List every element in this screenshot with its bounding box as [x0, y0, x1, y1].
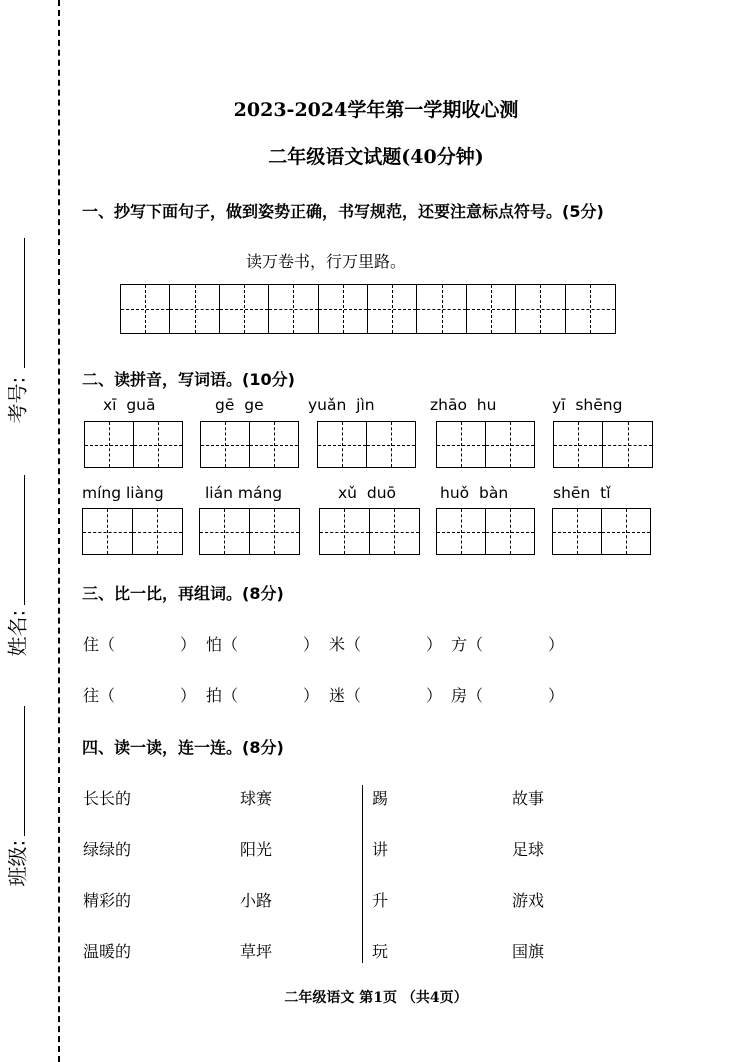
section-4-heading: 四、读一读，连一连。(8分) — [82, 738, 284, 757]
exam-no-label: 考号: — [5, 376, 30, 424]
compare-blank-close[interactable]: ） — [303, 635, 320, 654]
compare-char-open: 方（ — [451, 635, 484, 654]
match-item-left[interactable]: 温暖的 — [83, 942, 132, 961]
word-writing-grid[interactable] — [319, 508, 420, 555]
compare-char-open: 怕（ — [206, 635, 239, 654]
match-verb[interactable]: 讲 — [372, 840, 389, 859]
word-writing-grid[interactable] — [436, 508, 535, 555]
match-item-right[interactable]: 阳光 — [240, 840, 273, 859]
compare-blank-close[interactable]: ） — [548, 635, 565, 654]
word-writing-grid[interactable] — [82, 508, 183, 555]
compare-blank-close[interactable]: ） — [303, 686, 320, 705]
match-noun[interactable]: 故事 — [512, 789, 545, 808]
name-line — [24, 475, 25, 605]
match-item-left[interactable]: 精彩的 — [83, 891, 132, 910]
pinyin-label: xǔ duō — [338, 484, 396, 502]
compare-blank-close[interactable]: ） — [426, 635, 443, 654]
match-noun[interactable]: 国旗 — [512, 942, 545, 961]
match-item-right[interactable]: 球赛 — [240, 789, 273, 808]
pinyin-label: huǒ bàn — [440, 484, 509, 502]
compare-blank-close[interactable]: ） — [426, 686, 443, 705]
word-writing-grid[interactable] — [552, 508, 651, 555]
compare-blank-close[interactable]: ） — [180, 635, 197, 654]
pinyin-label: yī shēng — [552, 396, 623, 414]
section-3-heading: 三、比一比，再组词。(8分) — [82, 584, 284, 603]
pinyin-label: míng liàng — [82, 484, 164, 502]
pinyin-label: yuǎn jìn — [308, 396, 375, 414]
compare-char-open: 往（ — [83, 686, 116, 705]
name-label: 姓名: — [5, 609, 30, 657]
exam-no-line — [24, 238, 25, 368]
compare-blank-close[interactable]: ） — [548, 686, 565, 705]
word-writing-grid[interactable] — [317, 421, 416, 468]
word-writing-grid[interactable] — [553, 421, 653, 468]
match-verb[interactable]: 玩 — [372, 942, 389, 961]
match-item-left[interactable]: 绿绿的 — [83, 840, 132, 859]
match-item-left[interactable]: 长长的 — [83, 789, 132, 808]
pinyin-label: shēn tǐ — [553, 484, 611, 502]
exam-title: 2023-2024学年第一学期收心测 — [233, 99, 519, 121]
pinyin-label: xī guā — [103, 396, 156, 414]
exam-subtitle: 二年级语文试题(40分钟) — [268, 146, 484, 168]
compare-char-open: 迷（ — [329, 686, 362, 705]
compare-blank-close[interactable]: ） — [180, 686, 197, 705]
match-item-right[interactable]: 草坪 — [240, 942, 273, 961]
word-writing-grid[interactable] — [199, 508, 300, 555]
word-writing-grid[interactable] — [84, 421, 183, 468]
word-writing-grid[interactable] — [200, 421, 299, 468]
compare-char-open: 房（ — [451, 686, 484, 705]
copy-sentence: 读万卷书，行万里路。 — [246, 252, 407, 271]
compare-char-open: 米（ — [329, 635, 362, 654]
pinyin-label: lián máng — [205, 484, 283, 502]
match-verb[interactable]: 升 — [372, 891, 389, 910]
word-writing-grid[interactable] — [436, 421, 535, 468]
section-1-heading: 一、抄写下面句子，做到姿势正确，书写规范，还要注意标点符号。(5分) — [82, 202, 604, 221]
page-footer: 二年级语文 第1页 （共4页） — [284, 990, 468, 1006]
column-divider — [362, 785, 363, 963]
match-item-right[interactable]: 小路 — [240, 891, 273, 910]
compare-char-open: 住（ — [83, 635, 116, 654]
pinyin-label: zhāo hu — [430, 396, 497, 414]
class-label: 班级: — [5, 839, 30, 887]
match-verb[interactable]: 踢 — [372, 789, 389, 808]
pinyin-label: gē ge — [215, 396, 264, 414]
section-2-heading: 二、读拼音，写词语。(10分) — [82, 370, 295, 389]
match-noun[interactable]: 足球 — [512, 840, 545, 859]
class-line — [24, 706, 25, 836]
copy-writing-grid[interactable] — [120, 284, 616, 334]
compare-char-open: 拍（ — [206, 686, 239, 705]
match-noun[interactable]: 游戏 — [512, 891, 545, 910]
